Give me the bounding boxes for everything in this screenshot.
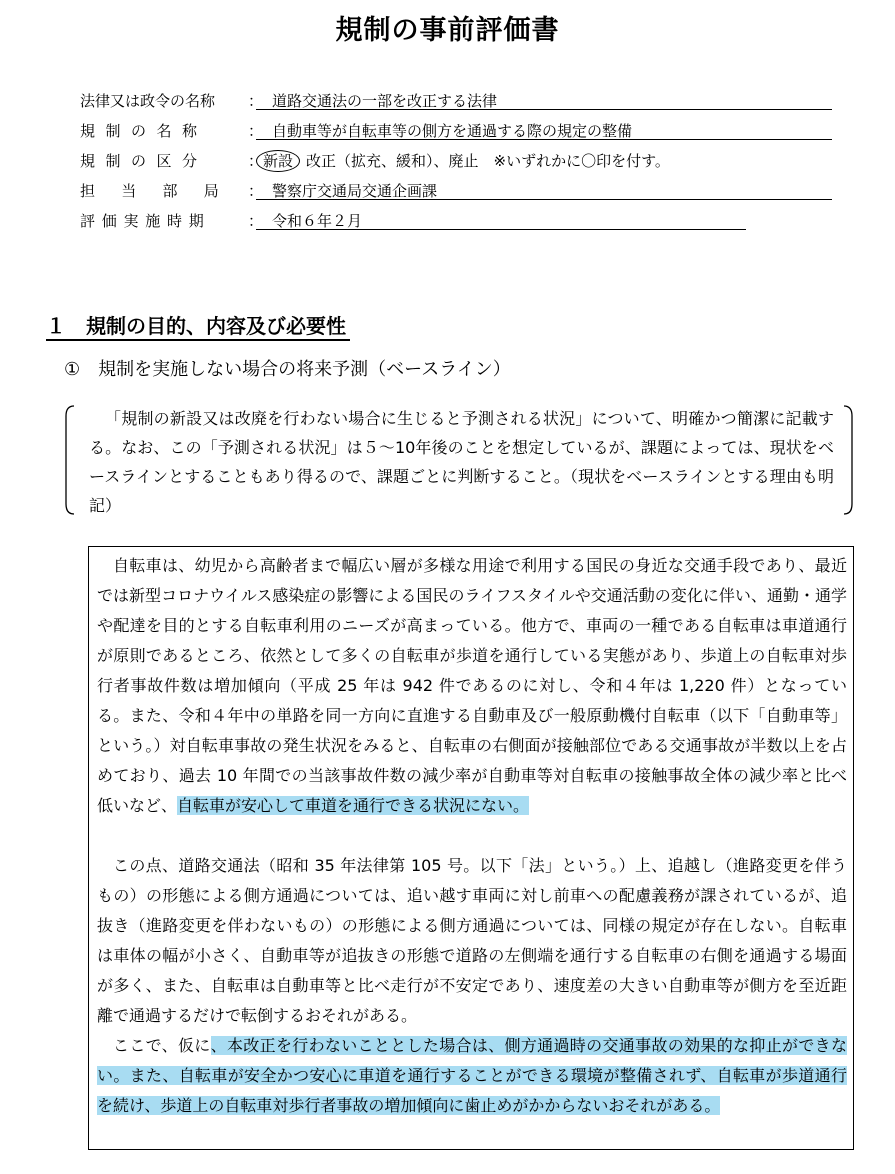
- law-value: 道路交通法の一部を改正する法律: [256, 88, 832, 110]
- reg-type-label: 規制の区分: [80, 152, 208, 170]
- reg-name-value: 自動車等が自転車等の側方を通過する際の規定の整備: [256, 118, 832, 140]
- guidance-text: 「規制の新設又は改廃を行わない場合に生じると予測される状況」について、明確かつ簡潔に記載する。なお、この「予測される状況」は５～10年後のことを想定しているが、課題によっては、現状をベースラインとすることもあり得るので、課題ごとに判断すること。（現状をベースラインとする理由も明記）: [89, 409, 834, 515]
- law-label: 法律又は政令の名称: [80, 92, 216, 110]
- colon: ：: [248, 212, 264, 230]
- colon: ：: [248, 152, 264, 170]
- colon: ：: [248, 122, 264, 140]
- document-title: 規制の事前評価書: [335, 15, 560, 46]
- paragraph-3-highlight: 、本改正を行わないこととした場合は、側方通過時の交通事故の効果的な抑止ができない。また、自転車が安全かつ安心に車道を通行することができる環境が整備されず、自転車が歩道通行を続け、歩道上の自転車対歩行者事故の増加傾向に歯止めがかからないおそれがある。: [97, 1036, 847, 1115]
- colon: ：: [248, 182, 264, 200]
- reg-type-rest: 改正（拡充、緩和）、廃止 ※いずれかに〇印を付す。: [306, 152, 670, 170]
- reg-name-label: 規制の名称: [80, 122, 208, 140]
- paragraph-1: [97, 551, 847, 821]
- guidance-block: [64, 404, 854, 516]
- section-heading: １ 規制の目的、内容及び必要性: [46, 313, 350, 341]
- paragraph-1-text: 自転車は、幼児から高齢者まで幅広い層が多様な用途で利用する国民の身近な交通手段であり、最近では新型コロナウイルス感染症の影響による国民のライフスタイルや交通活動の変化に伴い、通勤・通学や配達を目的とする自転車利用のニーズが高まっている。他方で、車両の一種である自転車は車道通行が原則であるところ、依然として多くの自転車が歩道を通行している実態があり、歩道上の自転車対歩行者事故件数は増加傾向（平成 25 年は 942 件であるのに対し、令和４年は 1,220 件）となっている。また、令和４年中の単路を同一方向に直進する自動車及び一般原動機付自転車（以下「自動車等」という。）対自転車事故の発生状況をみると、自転車の右側面が接触部位である交通事故が半数以上を占めており、過去 10 年間での当該事故件数の減少率が自動車等対自転車の接触事故全体の減少率と比べ低いなど、: [97, 556, 847, 815]
- reg-type-options: [256, 148, 670, 174]
- dept-value: 警察庁交通局交通企画課: [256, 178, 832, 200]
- paragraph-2: この点、道路交通法（昭和 35 年法律第 105 号。以下「法」という。）上、追越し（進路変更を伴うもの）の形態による側方通過については、追い越す車両に対し前車への配慮義務が課されているが、追抜き（進路変更を伴わないもの）の形態による側方通過については、同様の規定が存在しない。自転車は車体の幅が小さく、自動車等が追抜きの形態で道路の左側端を通行する自転車の右側を通過する場面が多く、また、自転車は自動車等と比べ走行が不安定であり、速度差の大きい自動車等が側方を至近距離で通過するだけで転倒するおそれがある。: [97, 856, 847, 1025]
- sub-heading: ① 規制を実施しない場合の将来予測（ベースライン）: [64, 359, 511, 380]
- dept-label: 担当部局: [80, 182, 246, 200]
- reg-type-selected: 新設: [256, 150, 300, 172]
- paragraph-3: [97, 1031, 847, 1121]
- date-label: 評価実施時期: [80, 212, 211, 230]
- paragraph-1-highlight: 自転車が安心して車道を通行できる状況にない。: [177, 796, 530, 815]
- baseline-text-box: [88, 546, 854, 1150]
- date-value: 令和６年２月: [256, 208, 746, 230]
- colon: ：: [248, 92, 264, 110]
- paragraph-3-text: ここで、仮に: [113, 1036, 211, 1055]
